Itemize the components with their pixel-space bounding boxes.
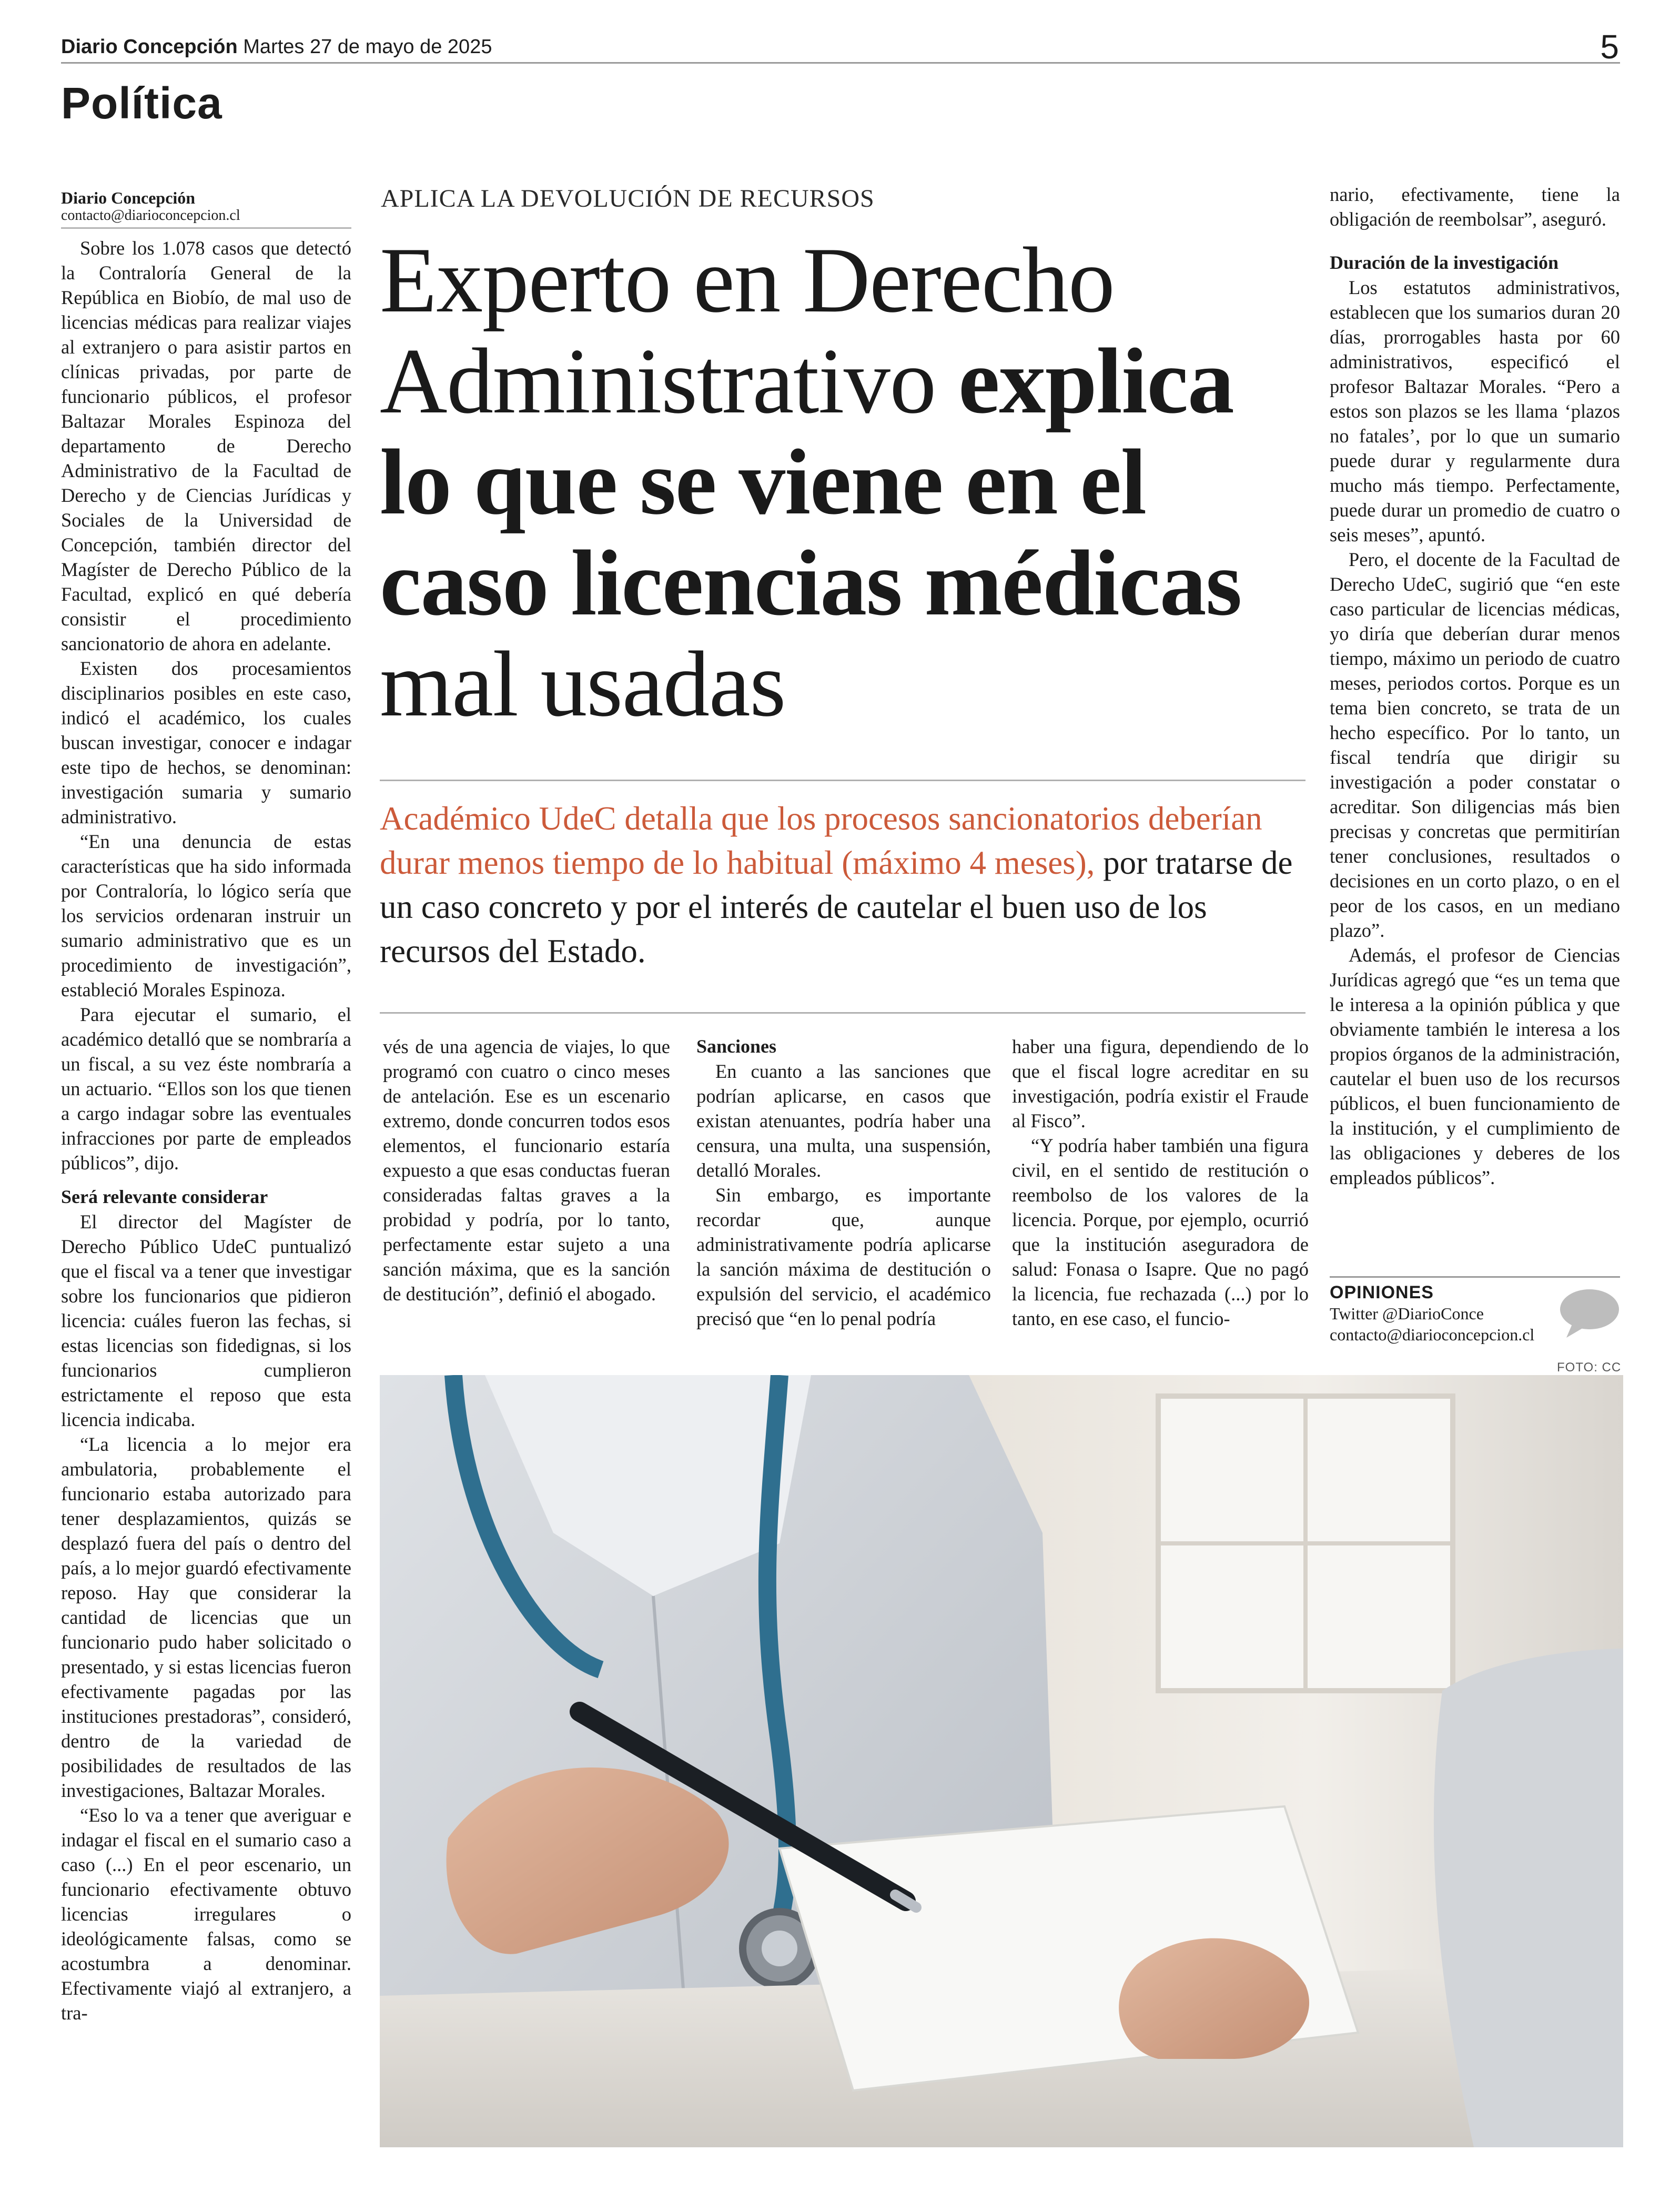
deck-highlight: Académico UdeC detalla que los procesos sancionatorios deberían durar menos tiempo de lo habitual (máximo 4 meses), [380,800,1262,881]
subheading: Sanciones [696,1036,777,1057]
article-column-2 [383,1034,670,1306]
article-photo [380,1375,1623,2147]
opinions-title: OPINIONES [1330,1282,1434,1302]
page-header [61,28,1620,66]
paragraph: Sobre los 1.078 casos que detectó la Contraloría General de la República en Biobío, de mal uso de licencias médicas para realizar viajes al extranjero o para asistir partos en clínicas privadas, por parte de funcionario públicos, el profesor Baltazar Morales Espinoza del departamento de Derecho Administrativo de la Facultad de Derecho y de Ciencias Jurídicas y Sociales de la Universidad de Concepción, también director del Magíster de Derecho Público de la Facultad, explicó en qué debería consistir el procedimiento sancionatorio de ahora en adelante. [61,237,351,654]
paragraph: El director del Magíster de Derecho Público UdeC puntualizó que el fiscal va a tener que investigar sobre los funcionarios que pidieron licencia: cuáles fueron las fechas, si estas licencias son fidedignas, si los funcionarios cumplieron estrictamente el reposo que esta licencia indicaba. [61,1211,351,1430]
paragraph: Existen dos procesamientos disciplinarios posibles en este caso, indicó el académico, los cuales buscan investigar, conocer e indagar este tipo de hechos, se denominan: investigación sumaria y sumario administrativo. [61,658,351,827]
subheading: Duración de la investigación [1330,252,1559,273]
photo-credit: FOTO: CC [1557,1360,1622,1375]
paragraph: haber una figura, dependiendo de lo que el fiscal logre acreditar en su investigación, podría existir el Fraude al Fisco”. [1012,1036,1309,1132]
divider [380,780,1305,781]
article-column-3 [696,1034,991,1331]
paragraph: Sin embargo, es importante recordar que, aunque administrativamente podría aplicarse la sanción máxima de destitución o expulsión del servicio, el académico precisó que “en lo penal podría [696,1184,991,1329]
page-number: 5 [1600,28,1619,66]
headline [380,229,1305,734]
paragraph: Para ejecutar el sumario, el académico detalló que se nombraría a un fiscal, a su vez éste nombraría a un actuario. “Ellos son los que tienen a cargo indagar sobre las eventuales infracciones por parte de empleados públicos”, dijo. [61,1004,351,1174]
deck [380,796,1305,973]
opinions-box [1330,1276,1620,1350]
paragraph: “Eso lo va a tener que averiguar e indagar el fiscal en el sumario caso a caso (...) En el peor escenario, un funcionario efectivamente obtuvo licencias irregulares o ideológicamente falsas, como se acostumbra a denominar. Efectivamente viajó al extranjero, a tra- [61,1804,351,2024]
byline-name: Diario Concepción [61,188,196,207]
article-column-4 [1012,1034,1309,1331]
paragraph: “En una denuncia de estas características que ha sido informada por Contraloría, lo lógico sería que los servicios ordenaran instruir un sumario administrativo que es un procedimiento de investigación”, estableció Morales Espinoza. [61,831,351,1001]
kicker: APLICA LA DEVOLUCIÓN DE RECURSOS [381,185,875,213]
article-column-5 [1330,182,1620,1190]
byline-email: contacto@diarioconcepcion.cl [61,207,240,224]
headline-light-end: mal usadas [380,632,785,736]
paragraph: Pero, el docente de la Facultad de Derecho UdeC, sugirió que “en este caso particular de licencias médicas, yo diría que deberían durar menos tiempo, máximo un periodo de cuatro meses, periodos cortos. Porque es un tema bien concreto, se trata de un hecho específico. Por lo tanto, un fiscal tendría que dirigir su investigación a poder constatar o acreditar. Son diligencias más bien precisas y concretas que permitirían tener conclusiones, resultados o decisiones en un corto plazo, o en el peor de los casos, en un mediano plazo”. [1330,549,1620,941]
masthead [61,36,492,58]
headline-light-part: Experto en Derecho Administrativo [380,228,1115,433]
article-column-1 [61,236,351,2025]
divider [380,1012,1305,1014]
headline-bold-part: explica lo que se viene en el caso licencias médicas [380,329,1241,635]
paragraph: “Y podría haber también una figura civil, en el sentido de restitución o reembolso de los valores de la licencia. Porque, por ejemplo, ocurrió que la institución aseguradora de salud: Fonasa o Isapre. Que no pagó la licencia, fue rechazada (...) por lo tanto, en ese caso, el funcio- [1012,1135,1309,1329]
subheading: Será relevante considerar [61,1186,268,1207]
paragraph: vés de una agencia de viajes, lo que programó con cuatro o cinco meses de antelación. Ese es un escenario extremo, donde concurren todos esos elementos, el funcionario estaría expuesto a que esas conductas fueran consideradas faltas graves a la probidad y podría, por lo tanto, perfectamente estar sujeto a una sanción máxima, que es la sanción de destitución”, definió el abogado. [383,1036,670,1305]
issue-date: Martes 27 de mayo de 2025 [243,36,492,58]
byline [61,188,351,229]
opinions-email[interactable]: contacto@diarioconcepcion.cl [1330,1325,1535,1344]
section-title: Política [61,78,222,128]
speech-bubble-icon [1557,1287,1620,1340]
doctor-writing-illustration [380,1375,1623,2147]
opinions-twitter[interactable]: Twitter @DiarioConce [1330,1304,1484,1323]
paragraph: nario, efectivamente, tiene la obligación de reembolsar”, aseguró. [1330,184,1620,230]
paper-name: Diario Concepción [61,36,238,58]
paragraph: Los estatutos administrativos, establecen que los sumarios duran 20 días, prorrogables hasta por 60 administrativos, especificó el profesor Baltazar Morales. “Pero a estos son plazos se les llama ‘plazos no fatales’, por lo que un sumario puede durar y regularmente dura mucho más tiempo. Perfectamente, puede durar un promedio de cuatro o seis meses”, apuntó. [1330,277,1620,546]
paragraph: “La licencia a lo mejor era ambulatoria, probablemente el funcionario estaba autorizado para tener desplazamientos, quizás se desplazó fuera del país o dentro del país, a lo mejor guardó efectivamente reposo. Hay que considerar la cantidad de licencias que un funcionario pudo haber solicitado o presentado, y si estas licencias fueron efectivamente pagadas por las instituciones prestadoras”, consideró, dentro de la variedad de posibilidades de resultados de las investigaciones, Baltazar Morales. [61,1433,351,1801]
paragraph: En cuanto a las sanciones que podrían aplicarse, en casos que existan atenuantes, podría haber una censura, una multa, una suspensión, detalló Morales. [696,1060,991,1181]
paragraph: Además, el profesor de Ciencias Jurídicas agregó que “es un tema que le interesa a la opinión pública y que obviamente también le interesa a los propios órganos de la administración, cautelar el buen uso de los recursos públicos, el buen funcionamiento de la institución, y el cumplimiento de las obligaciones y deberes de los empleados públicos”. [1330,944,1620,1188]
deck-text: por tratarse de un caso concreto y por el interés de cautelar el buen uso de los recursos del Estado. [380,844,1293,969]
